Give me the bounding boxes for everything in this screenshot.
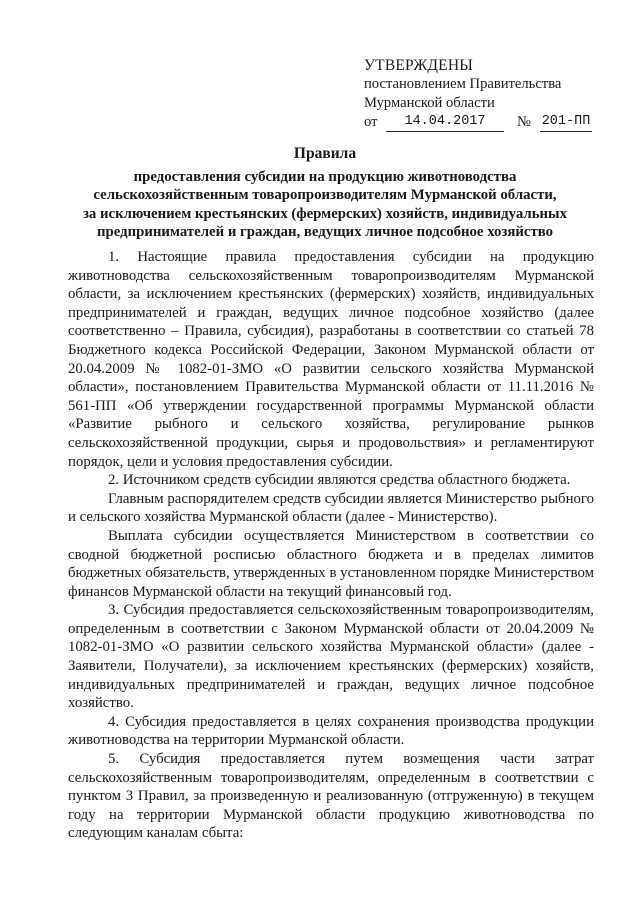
- approval-heading: УТВЕРЖДЕНЫ: [364, 57, 473, 74]
- document-title: [60, 145, 590, 242]
- approval-line-2: Мурманской области: [364, 95, 495, 111]
- title-line-4: предпринимателей и граждан, ведущих личное подсобное хозяйство: [96, 224, 554, 240]
- paragraph-3: 3. Субсидия предоставляется сельскохозяйственным товаропроизводителям, определенным в соответствии с Законом Мурманской области от 20.04.2009 № 1082-01-ЗМО «О развитии сельского хозяйства Мурманской области» (далее - Заявители, Получатели), за исключением крестьянских (фермерских) хозяйств, индивидуальных предпринимателей и граждан, ведущих личное подсобное хозяйство.: [68, 602, 594, 712]
- title-main: Правила: [293, 145, 357, 162]
- title-line-1: предоставления субсидии на продукцию животноводства: [133, 168, 517, 185]
- number-label: №: [517, 114, 531, 130]
- approval-date: 14.04.2017: [386, 113, 504, 132]
- paragraph-5: 5. Субсидия предоставляется путем возмещения части затрат сельскохозяйственным товаропроизводителям, определенным в соответствии с пунктом 3 Правил, за произведенную и реализованную (отгруженную) в текущем году на территории Мурманской области продукцию животноводства по следующим каналам сбыта:: [68, 751, 594, 842]
- paragraph-2-payment: Выплата субсидии осуществляется Министерством в соответствии со сводной бюджетной росписью областного бюджета и в пределах лимитов бюджетных обязательств, утвержденных в установленном порядке Министерством финансов Мурманской области на текущий финансовый год.: [68, 527, 594, 600]
- approval-number: 201-ПП: [540, 113, 592, 132]
- paragraph-4: 4. Субсидия предоставляется в целях сохранения производства продукции животноводства на территории Мурманской области.: [68, 713, 594, 749]
- paragraph-2: 2. Источником средств субсидии являются средства областного бюджета.: [108, 472, 571, 489]
- document-body: [68, 248, 594, 843]
- paragraph-2-main-manager: Главным распорядителем средств субсидии является Министерство рыбного и сельского хозяйства Мурманской области (далее - Министерство).: [68, 490, 594, 526]
- from-label: от: [364, 114, 378, 130]
- approval-stamp: [364, 56, 604, 132]
- approval-date-number-line: [364, 113, 604, 132]
- paragraph-1: 1. Настоящие правила предоставления субсидии на продукцию животноводства сельскохозяйственным товаропроизводителям Мурманской области, за исключением крестьянских (фермерских) хозяйств, индивидуальных предпринимателей и граждан, ведущих личное подсобное хозяйство (далее соответственно – Правила, субсидия), разработаны в соответствии со статьей 78 Бюджетного кодекса Российской Федерации, Законом Мурманской области от 20.04.2009 № 1082-01-ЗМО «О развитии сельского хозяйства Мурманской области», постановлением Правительства Мурманской области от 11.11.2016 № 561-ПП «Об утверждении государственной программы Мурманской области «Развитие рыбного и сельского хозяйства, регулирование рынков сельскохозяйственной продукции, сырья и продовольствия» и регламентируют порядок, цели и условия предоставления субсидии.: [68, 249, 594, 470]
- approval-line-1: постановлением Правительства: [364, 76, 562, 92]
- title-line-3: за исключением крестьянских (фермерских) хозяйств, индивидуальных: [82, 205, 568, 222]
- title-line-2: сельскохозяйственным товаропроизводителям Мурманской области,: [93, 187, 557, 203]
